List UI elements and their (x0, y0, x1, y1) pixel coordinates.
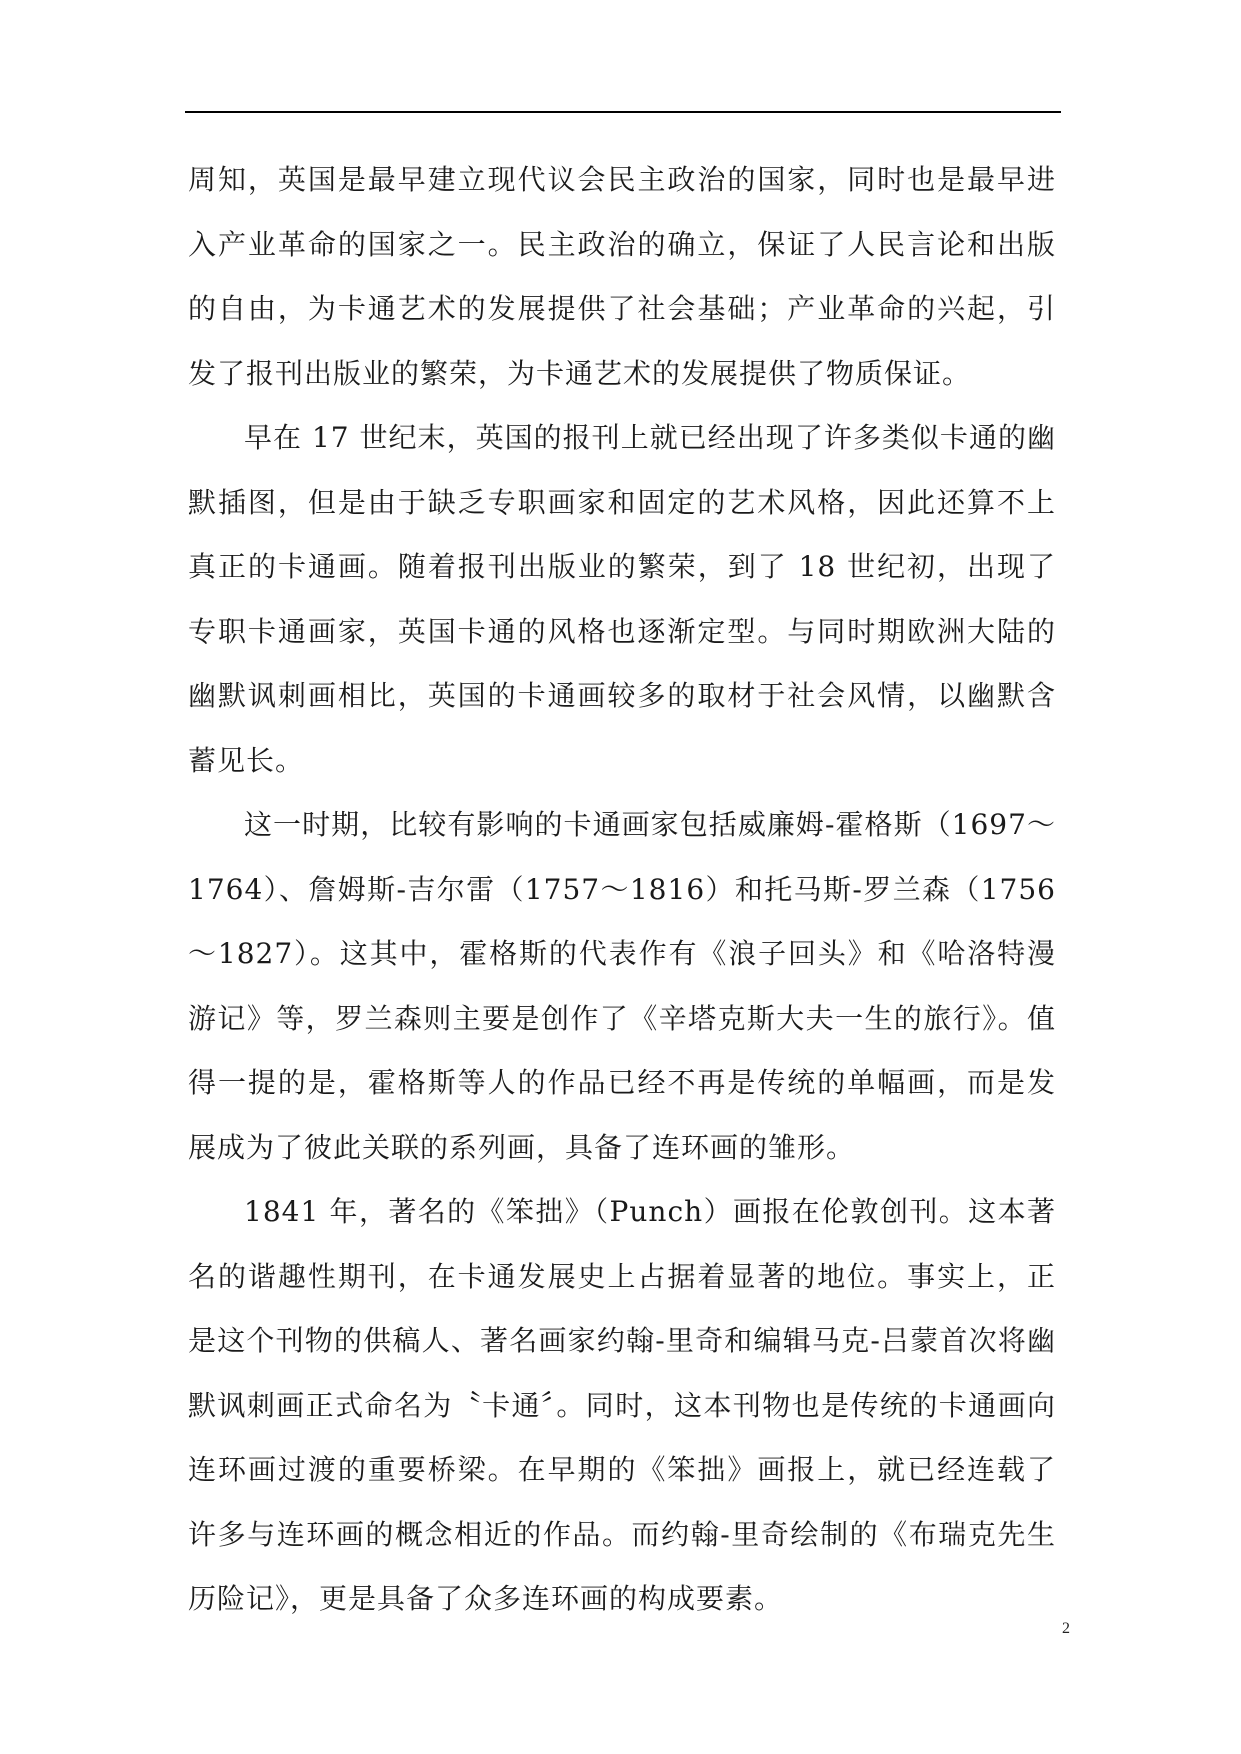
paragraph: 周知，英国是最早建立现代议会民主政治的国家，同时也是最早进入产业革命的国家之一。民主政治的确立，保证了人民言论和出版的自由，为卡通艺术的发展提供了社会基础；产业革命的兴起，引发了报刊出版业的繁荣，为卡通艺术的发展提供了物质保证。 (188, 163, 1056, 390)
paragraph: 这一时期，比较有影响的卡通画家包括威廉姆-霍格斯（1697～1764）、詹姆斯-吉尔雷（1757～1816）和托马斯-罗兰森（1756～1827）。这其中，霍格斯的代表作有《浪子回头》和《哈洛特漫游记》等，罗兰森则主要是创作了《辛塔克斯大夫一生的旅行》。值得一提的是，霍格斯等人的作品已经不再是传统的单幅画，而是发展成为了彼此关联的系列画，具备了连环画的雏形。 (188, 808, 1056, 1164)
header-rule (185, 111, 1061, 113)
body-text (188, 148, 1056, 1632)
paragraph: 1841 年，著名的《笨拙》（Punch）画报在伦敦创刊。这本著名的谐趣性期刊，在卡通发展史上占据着显著的地位。事实上，正是这个刊物的供稿人、著名画家约翰-里奇和编辑马克-吕蒙首次将幽默讽刺画正式命名为〝卡通〞。同时，这本刊物也是传统的卡通画向连环画过渡的重要桥梁。在早期的《笨拙》画报上，就已经连载了许多与连环画的概念相近的作品。而约翰-里奇绘制的《布瑞克先生历险记》，更是具备了众多连环画的构成要素。 (188, 1195, 1056, 1615)
page-number: 2 (1062, 1620, 1070, 1637)
paragraph: 早在 17 世纪末，英国的报刊上就已经出现了许多类似卡通的幽默插图，但是由于缺乏专职画家和固定的艺术风格，因此还算不上真正的卡通画。随着报刊出版业的繁荣，到了 18 世纪初，出现了专职卡通画家，英国卡通的风格也逐渐定型。与同时期欧洲大陆的幽默讽刺画相比，英国的卡通画较多的取材于社会风情，以幽默含蓄见长。 (188, 421, 1056, 777)
